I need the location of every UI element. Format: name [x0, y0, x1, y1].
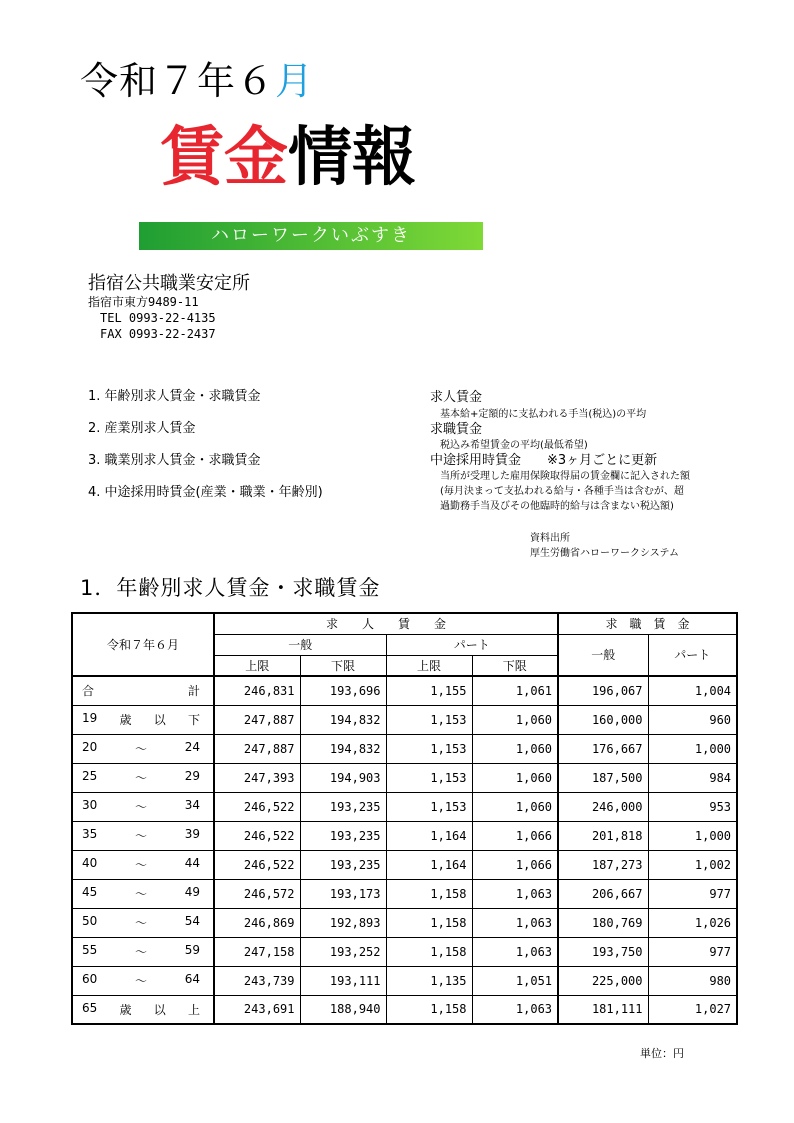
table-cell: 246,522	[214, 792, 300, 821]
table-cell: 194,903	[300, 763, 386, 792]
table-cell: 193,252	[300, 937, 386, 966]
toc-item: 4. 中途採用時賃金(産業・職業・年齢別)	[88, 485, 323, 500]
table-cell: 1,002	[648, 850, 737, 879]
row-label-part: 24	[184, 740, 200, 754]
table-row	[72, 792, 737, 821]
title-red: 賃金	[160, 121, 288, 195]
note-text: 税込み希望賃金の平均(最低希望)	[440, 440, 588, 451]
toc-item: 1. 年齢別求人賃金・求職賃金	[88, 389, 261, 404]
table-cell: 193,235	[300, 850, 386, 879]
table-cell: 1,000	[648, 821, 737, 850]
date-prefix: 令和７年６	[80, 59, 276, 103]
row-label-part: ～	[134, 829, 147, 843]
row-label-part: 45	[82, 885, 98, 899]
office-name: 指宿公共職業安定所	[88, 273, 250, 294]
table-cell: 196,067	[558, 676, 648, 705]
table-cell: 1,004	[648, 676, 737, 705]
table-row	[72, 879, 737, 908]
row-label-part: 65	[82, 1000, 98, 1015]
table-cell: 1,158	[386, 995, 472, 1024]
table-cell: 193,173	[300, 879, 386, 908]
table-cell: 201,818	[558, 821, 648, 850]
table-row	[72, 966, 737, 995]
row-label-part: ～	[134, 742, 147, 756]
table-cell: 206,667	[558, 879, 648, 908]
table-cell: 1,066	[472, 821, 558, 850]
table-cell: 1,153	[386, 763, 472, 792]
row-label	[72, 734, 214, 763]
row-label	[72, 908, 214, 937]
table-cell: 246,522	[214, 821, 300, 850]
section-title: 1．年齢別求人賃金・求職賃金	[80, 576, 381, 600]
table-cell: 977	[648, 937, 737, 966]
office-banner: ハローワークいぶすき	[139, 222, 483, 250]
table-cell: 194,832	[300, 734, 386, 763]
table-row	[72, 676, 737, 705]
table-cell: 1,063	[472, 879, 558, 908]
table-row	[72, 734, 737, 763]
table-cell: 1,158	[386, 908, 472, 937]
table-cell: 984	[648, 763, 737, 792]
table-cell: 1,153	[386, 705, 472, 734]
row-label-part: ～	[134, 916, 147, 930]
row-label-part: ～	[134, 945, 147, 959]
table-cell: 193,235	[300, 821, 386, 850]
table-cell: 247,887	[214, 734, 300, 763]
table-cell: 243,739	[214, 966, 300, 995]
table-corner: 令和７年６月	[72, 613, 214, 676]
row-label-part: 合	[82, 684, 95, 699]
row-label-part: 30	[82, 798, 98, 812]
table-cell: 247,393	[214, 763, 300, 792]
row-label-part: 39	[184, 827, 200, 841]
row-label-part: 歳	[119, 1002, 132, 1017]
header-upper: 上限	[386, 655, 472, 676]
table-cell: 194,832	[300, 705, 386, 734]
table-cell: 977	[648, 879, 737, 908]
header-lower: 下限	[300, 655, 386, 676]
table-cell: 1,164	[386, 821, 472, 850]
row-label	[72, 966, 214, 995]
table-cell: 960	[648, 705, 737, 734]
header-offer-part: パート	[386, 634, 558, 655]
table-cell: 1,153	[386, 792, 472, 821]
table-cell: 193,111	[300, 966, 386, 995]
row-label-part: 60	[82, 972, 98, 986]
note-text: 過勤務手当及びその他臨時的給与は含まない税込額)	[440, 501, 674, 512]
table-row	[72, 850, 737, 879]
wage-table	[71, 612, 738, 1025]
table-cell: 246,572	[214, 879, 300, 908]
table-cell: 1,027	[648, 995, 737, 1024]
row-label-part: 上	[187, 1002, 200, 1017]
table-cell: 953	[648, 792, 737, 821]
table-cell: 246,831	[214, 676, 300, 705]
table-cell: 246,522	[214, 850, 300, 879]
row-label	[72, 995, 214, 1024]
table-cell: 187,500	[558, 763, 648, 792]
office-address: 指宿市東方9489-11	[88, 295, 199, 309]
header-seek-wage: 求 職 賃 金	[558, 613, 737, 634]
table-cell: 1,063	[472, 937, 558, 966]
table-cell: 1,060	[472, 792, 558, 821]
row-label	[72, 792, 214, 821]
table-cell: 181,111	[558, 995, 648, 1024]
table-cell: 187,273	[558, 850, 648, 879]
table-cell: 1,158	[386, 879, 472, 908]
table-cell: 243,691	[214, 995, 300, 1024]
table-cell: 188,940	[300, 995, 386, 1024]
table-cell: 1,061	[472, 676, 558, 705]
header-lower: 下限	[472, 655, 558, 676]
row-label-part: ～	[134, 858, 147, 872]
header-seek-general: 一般	[558, 634, 648, 676]
header-seek-part: パート	[648, 634, 737, 676]
table-cell: 180,769	[558, 908, 648, 937]
row-label	[72, 763, 214, 792]
note-heading: 求人賃金	[430, 390, 483, 405]
table-cell: 193,696	[300, 676, 386, 705]
table-cell: 1,158	[386, 937, 472, 966]
row-label-part: ～	[134, 771, 147, 785]
row-label-part: ～	[134, 800, 147, 814]
table-row	[72, 937, 737, 966]
row-label-part: 54	[184, 914, 200, 928]
row-label-part: 44	[184, 856, 200, 870]
table-row	[72, 705, 737, 734]
date-month: 月	[275, 59, 315, 103]
note-text: (毎月決まって支払われる給与・各種手当は含むが、超	[440, 486, 684, 497]
header-offer-wage: 求 人 賃 金	[214, 613, 558, 634]
table-cell: 246,869	[214, 908, 300, 937]
row-label-part: 50	[82, 914, 98, 928]
table-cell: 247,887	[214, 705, 300, 734]
row-label-part: 25	[82, 769, 98, 783]
office-tel: TEL 0993-22-4135	[100, 311, 216, 325]
row-label	[72, 705, 214, 734]
toc-item: 3. 職業別求人賃金・求職賃金	[88, 453, 261, 468]
unit-label: 単位：円	[640, 1047, 684, 1060]
table-cell: 1,060	[472, 763, 558, 792]
table-cell: 176,667	[558, 734, 648, 763]
title-black: 情報	[288, 121, 416, 195]
table-cell: 1,000	[648, 734, 737, 763]
table-cell: 1,153	[386, 734, 472, 763]
table-cell: 1,164	[386, 850, 472, 879]
row-label-part: 計	[187, 684, 200, 699]
toc-item: 2. 産業別求人賃金	[88, 421, 196, 436]
table-cell: 1,060	[472, 705, 558, 734]
row-label-part: 40	[82, 856, 98, 870]
table-cell: 193,750	[558, 937, 648, 966]
table-cell: 1,066	[472, 850, 558, 879]
table-row	[72, 763, 737, 792]
table-cell: 193,235	[300, 792, 386, 821]
table-cell: 980	[648, 966, 737, 995]
row-label-part: 34	[184, 798, 200, 812]
row-label	[72, 879, 214, 908]
row-label-part: 49	[184, 885, 200, 899]
row-label-part: 59	[184, 943, 200, 957]
row-label-part: 以	[153, 1002, 166, 1017]
row-label-part: ～	[134, 974, 147, 988]
row-label	[72, 821, 214, 850]
office-fax: FAX 0993-22-2437	[100, 327, 216, 341]
table-cell: 225,000	[558, 966, 648, 995]
table-cell: 1,063	[472, 995, 558, 1024]
row-label-part: ～	[134, 887, 147, 901]
row-label-part: 35	[82, 827, 98, 841]
report-title	[160, 121, 416, 195]
row-label-part: 下	[187, 713, 200, 727]
table-row	[72, 908, 737, 937]
note-heading: 求職賃金	[430, 422, 483, 437]
table-row	[72, 821, 737, 850]
table-cell: 247,158	[214, 937, 300, 966]
table-cell: 1,155	[386, 676, 472, 705]
row-label-part: 19	[82, 711, 98, 725]
row-label	[72, 850, 214, 879]
table-cell: 246,000	[558, 792, 648, 821]
note-text: 当所が受理した雇用保険取得届の賃金欄に記入された額	[440, 471, 690, 482]
table-cell: 192,893	[300, 908, 386, 937]
table-cell: 160,000	[558, 705, 648, 734]
row-label-part: 64	[184, 972, 200, 986]
row-label	[72, 937, 214, 966]
row-label-part: 29	[184, 769, 200, 783]
row-label	[72, 676, 214, 705]
row-label-part: 歳	[119, 713, 132, 727]
row-label-part: 20	[82, 740, 98, 754]
report-date	[80, 59, 315, 103]
table-row	[72, 995, 737, 1024]
table-cell: 1,135	[386, 966, 472, 995]
table-cell: 1,051	[472, 966, 558, 995]
header-upper: 上限	[214, 655, 300, 676]
source-name: 厚生労働省ハローワークシステム	[530, 548, 679, 559]
note-text: 基本給+定額的に支払われる手当(税込)の平均	[440, 409, 647, 420]
table-cell: 1,063	[472, 908, 558, 937]
row-label-part: 55	[82, 943, 98, 957]
row-label-part: 以	[153, 713, 166, 727]
source-label: 資料出所	[530, 533, 570, 544]
note-heading: 中途採用時賃金 ※3ヶ月ごとに更新	[430, 453, 658, 468]
table-cell: 1,060	[472, 734, 558, 763]
table-cell: 1,026	[648, 908, 737, 937]
header-offer-general: 一般	[214, 634, 386, 655]
